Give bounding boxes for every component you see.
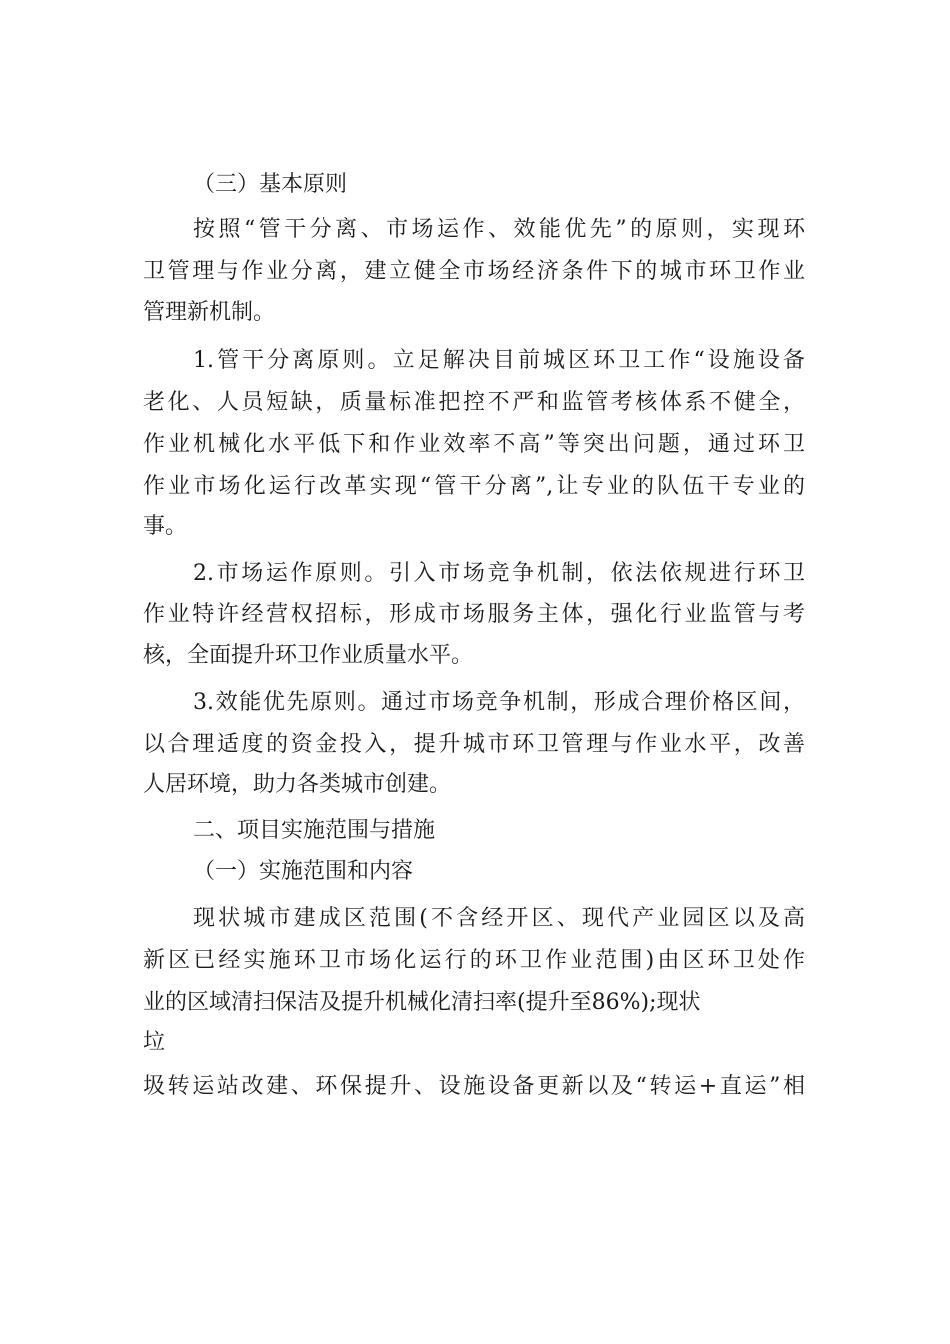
principle-3-line-3: 人居环境，助力各类城市创建。	[143, 772, 452, 797]
scope-heading: （一）实施范围和内容	[193, 859, 414, 884]
principle-2-line-3: 核，全面提升环卫作业质量水平。	[143, 643, 474, 668]
principle-1-line-2: 老化、人员短缺，质量标准把控不严和监管考核体系不健全，	[143, 390, 805, 415]
principles-intro-line-1: 按照“管干分离、市场运作、效能优先”的原则，实现环	[193, 217, 805, 242]
principle-1-line-3: 作业机械化水平低下和作业效率不高”等突出问题，通过环卫	[143, 432, 805, 457]
principle-1-line-5: 事。	[143, 514, 188, 539]
principle-3-line-2: 以合理适度的资金投入，提升城市环卫管理与作业水平，改善	[143, 732, 805, 757]
section-two-heading: 二、项目实施范围与措施	[193, 818, 436, 843]
scope-text-line-2: 新区已经实施环卫市场化运行的环卫作业范围)由区环卫处作	[143, 948, 805, 973]
principle-3-line-1: 3.效能优先原则。通过市场竞争机制，形成合理价格区间，	[193, 690, 805, 715]
scope-text-line-3: 业的区域清扫保洁及提升机械化清扫率(提升至86%);现状	[143, 990, 701, 1015]
principle-2-line-1: 2.市场运作原则。引入市场竞争机制，依法依规进行环卫	[193, 561, 805, 586]
principle-1-line-4: 作业市场化运行改革实现“管干分离”,让专业的队伍干专业的	[143, 474, 805, 499]
scope-text-line-1: 现状城市建成区范围(不含经开区、现代产业园区以及高	[193, 906, 805, 931]
principle-1-line-1: 1.管干分离原则。立足解决目前城区环卫工作“设施设备	[193, 348, 805, 373]
principles-intro-line-3: 管理新机制。	[143, 300, 276, 325]
principles-intro-line-2: 卫管理与作业分离，建立健全市场经济条件下的城市环卫作业	[143, 259, 805, 284]
section-principles-heading: （三）基本原则	[193, 172, 348, 197]
scope-text-line-4: 垃	[143, 1030, 166, 1055]
scope-text-line-5: 圾转运站改建、环保提升、设施设备更新以及“转运+直运”相	[143, 1074, 805, 1099]
principle-2-line-2: 作业特许经营权招标，形成市场服务主体，强化行业监管与考	[143, 602, 805, 627]
